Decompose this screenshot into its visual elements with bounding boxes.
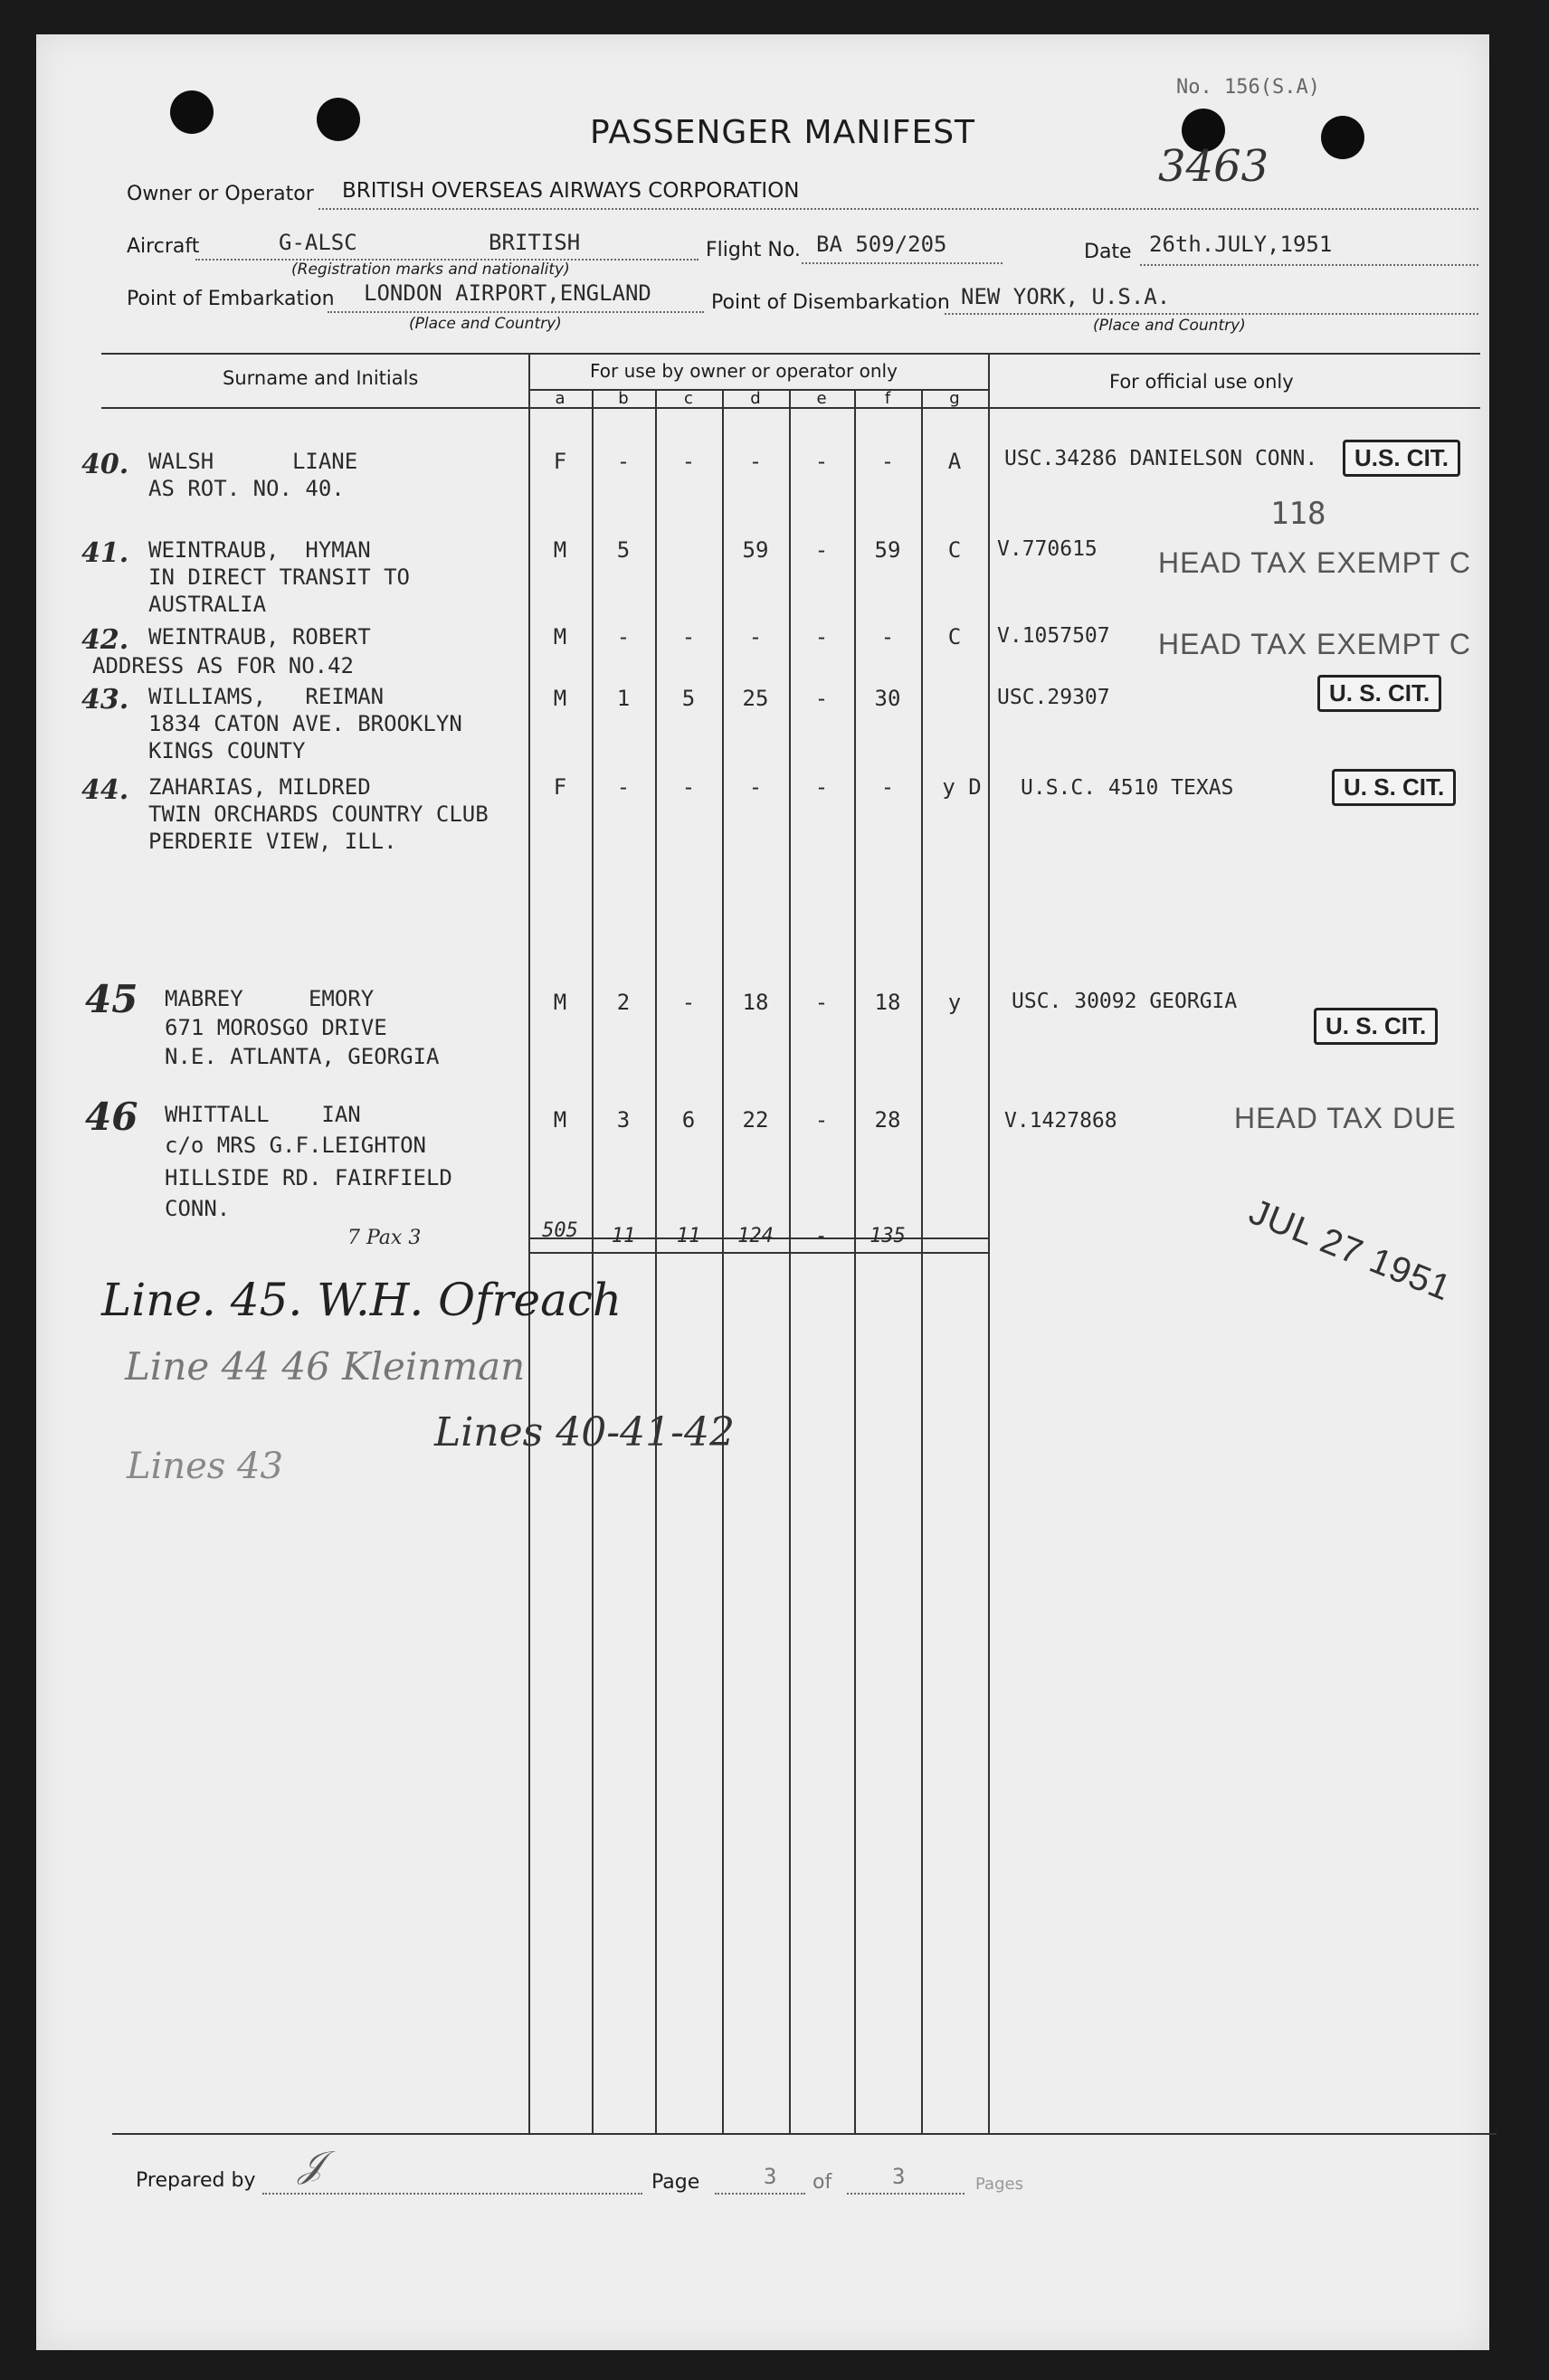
passenger-detail: TWIN ORCHARDS COUNTRY CLUB (148, 801, 489, 827)
row-number: 46 (85, 1095, 138, 1139)
row-number: 45 (85, 977, 138, 1021)
citizen-stamp: U. S. CIT. (1314, 1008, 1438, 1045)
cell-e: - (814, 1107, 829, 1133)
cell-g: y D (942, 774, 982, 800)
prepared-by-label: Prepared by (136, 2169, 256, 2192)
cell-e: - (814, 449, 829, 474)
date-line (1140, 264, 1478, 266)
totals-note: 7 Pax 3 (347, 1227, 422, 1249)
passenger-detail: c/o MRS G.F.LEIGHTON (165, 1133, 426, 1158)
citizen-stamp: U. S. CIT. (1317, 675, 1441, 712)
cell-b: 1 (616, 686, 631, 711)
cell-a: M (553, 686, 567, 711)
official-entry: USC.34286 DANIELSON CONN. (1004, 447, 1318, 470)
signature: 𝒥 (299, 2144, 324, 2186)
aircraft-caption: (Registration marks and nationality) (291, 261, 570, 279)
cell-e: - (814, 990, 829, 1015)
subcol-e: e (816, 389, 827, 408)
flight-label: Flight No. (706, 239, 801, 261)
total-a: 505 (542, 1219, 578, 1242)
cell-b: 3 (616, 1107, 631, 1133)
row-number: 43. (81, 684, 129, 716)
official-note: 118 (1270, 496, 1326, 532)
disembarkation-line (945, 313, 1478, 315)
disembarkation-value: NEW YORK, U.S.A. (961, 284, 1171, 309)
cell-f: 30 (874, 686, 901, 711)
surname-column-header: Surname and Initials (223, 367, 419, 389)
row-number: 40. (81, 449, 129, 480)
cell-b: 5 (616, 537, 631, 563)
disembarkation-label: Point of Disembarkation (711, 291, 950, 314)
punch-hole (170, 90, 214, 134)
column-rule (854, 389, 856, 2133)
subcol-a: a (555, 389, 565, 408)
head-tax-stamp: HEAD TAX DUE (1234, 1102, 1457, 1134)
punch-hole (317, 98, 360, 141)
cell-c: - (681, 774, 696, 800)
flight-line (802, 262, 1003, 264)
passenger-name: WEINTRAUB, HYMAN (148, 537, 371, 563)
subcol-b: b (618, 389, 629, 408)
cell-f: 59 (874, 537, 901, 563)
aircraft-registration: G-ALSC (279, 230, 357, 255)
cell-a: M (553, 990, 567, 1015)
cell-e: - (814, 774, 829, 800)
official-entry: USC.29307 (997, 686, 1110, 709)
passenger-detail: PERDERIE VIEW, ILL. (148, 829, 397, 854)
passenger-detail: N.E. ATLANTA, GEORGIA (165, 1044, 440, 1069)
cell-e: - (814, 537, 829, 563)
passenger-detail: HILLSIDE RD. FAIRFIELD (165, 1165, 452, 1190)
passenger-detail: IN DIRECT TRANSIT TO (148, 564, 410, 590)
cell-c: - (681, 990, 696, 1015)
passenger-name: WHITTALL IAN (165, 1102, 361, 1127)
of-label: of (813, 2171, 832, 2194)
page-title: PASSENGER MANIFEST (590, 114, 976, 151)
total-f: 135 (870, 1225, 906, 1247)
official-entry: V.1427868 (1004, 1109, 1117, 1133)
aircraft-nationality: BRITISH (489, 230, 581, 255)
cell-g: C (947, 537, 962, 563)
total-pages: 3 (892, 2164, 906, 2189)
head-tax-stamp: HEAD TAX EXEMPT C (1158, 628, 1471, 660)
pages-label: Pages (975, 2175, 1023, 2194)
flight-date: 26th.JULY,1951 (1149, 232, 1333, 257)
owner-label: Owner or Operator (127, 183, 314, 205)
cell-f: - (880, 774, 895, 800)
owner-line (318, 208, 1478, 210)
date-label: Date (1084, 241, 1132, 263)
cell-c: 6 (681, 1107, 696, 1133)
cell-d: - (748, 774, 763, 800)
cell-e: - (814, 624, 829, 650)
passenger-name: WALSH LIANE (148, 449, 358, 474)
official-entry: V.770615 (997, 537, 1098, 561)
passenger-detail: 671 MOROSGO DRIVE (165, 1015, 387, 1040)
cell-a: M (553, 537, 567, 563)
cell-c: 5 (681, 686, 696, 711)
cell-d: - (748, 449, 763, 474)
reference-number: No. 156(S.A) (1176, 76, 1320, 99)
page-label: Page (651, 2171, 700, 2194)
handwritten-annotation: Line 44 46 Kleinman (125, 1344, 526, 1389)
column-rule (655, 389, 657, 2133)
table-top-rule (101, 353, 1480, 355)
embarkation-line (328, 311, 704, 313)
column-rule (592, 389, 594, 2133)
subcol-g: g (949, 389, 960, 408)
passenger-detail: KINGS COUNTY (148, 738, 306, 763)
passenger-name: WILLIAMS, REIMAN (148, 684, 385, 709)
cell-a: M (553, 1107, 567, 1133)
cell-b: - (616, 774, 631, 800)
cell-b: - (616, 624, 631, 650)
footer-rule (112, 2133, 1497, 2135)
cell-d: 18 (742, 990, 769, 1015)
embarkation-label: Point of Embarkation (127, 288, 335, 310)
cell-f: 28 (874, 1107, 901, 1133)
cell-f: 18 (874, 990, 901, 1015)
page-number: 3 (764, 2164, 777, 2189)
embarkation-value: LONDON AIRPORT,ENGLAND (364, 280, 651, 306)
handwritten-reference: 3463 (1158, 141, 1269, 192)
official-entry: V.1057507 (997, 624, 1110, 648)
row-number: 41. (81, 537, 129, 569)
handwritten-annotation: Lines 43 (127, 1446, 283, 1487)
official-entry: USC. 30092 GEORGIA (1012, 990, 1238, 1013)
total-d: 124 (737, 1225, 774, 1247)
row-number: 42. (81, 624, 129, 656)
page-line (715, 2193, 805, 2195)
cell-d: - (748, 624, 763, 650)
row-number: 44. (81, 774, 129, 806)
punch-hole (1321, 116, 1364, 159)
totals-rule (528, 1252, 988, 1254)
citizen-stamp: U. S. CIT. (1332, 769, 1456, 806)
of-line (847, 2193, 965, 2195)
cell-a: F (553, 774, 567, 800)
cell-a: M (553, 624, 567, 650)
cell-d: 59 (742, 537, 769, 563)
passenger-detail: 1834 CATON AVE. BROOKLYN (148, 711, 462, 736)
cell-d: 25 (742, 686, 769, 711)
citizen-stamp: U.S. CIT. (1343, 440, 1460, 477)
column-rule (722, 389, 724, 2133)
cell-c: - (681, 624, 696, 650)
column-rule (789, 389, 791, 2133)
handwritten-annotation: Line. 45. W.H. Ofreach (101, 1274, 622, 1326)
total-b: 11 (611, 1225, 636, 1247)
passenger-name: ZAHARIAS, MILDRED (148, 774, 371, 800)
cell-a: F (553, 449, 567, 474)
manifest-sheet (36, 34, 1489, 2350)
handwritten-annotation: Lines 40-41-42 (434, 1409, 735, 1455)
passenger-detail: CONN. (165, 1196, 231, 1221)
cell-d: 22 (742, 1107, 769, 1133)
subcol-f: f (884, 389, 891, 408)
subcol-c: c (684, 389, 693, 408)
passenger-name: MABREY EMORY (165, 986, 375, 1011)
total-e: - (815, 1225, 828, 1247)
passenger-detail: ADDRESS AS FOR NO.42 (92, 653, 354, 678)
cell-c: - (681, 449, 696, 474)
cell-f: - (880, 449, 895, 474)
prepared-by-line (262, 2193, 642, 2195)
owner-value: BRITISH OVERSEAS AIRWAYS CORPORATION (342, 179, 800, 203)
column-rule (528, 353, 530, 2133)
cell-b: - (616, 449, 631, 474)
passenger-name: WEINTRAUB, ROBERT (148, 624, 371, 650)
owner-column-header: For use by owner or operator only (590, 360, 898, 382)
disembarkation-caption: (Place and Country) (1093, 317, 1246, 335)
flight-number: BA 509/205 (816, 232, 947, 257)
embarkation-caption: (Place and Country) (409, 315, 562, 333)
column-rule (988, 353, 990, 2133)
cell-f: - (880, 624, 895, 650)
total-c: 11 (676, 1225, 701, 1247)
date-stamp: JUL 27 1951 (1243, 1191, 1458, 1309)
cell-g: C (947, 624, 962, 650)
column-rule (921, 389, 923, 2133)
head-tax-stamp: HEAD TAX EXEMPT C (1158, 546, 1471, 579)
cell-e: - (814, 686, 829, 711)
passenger-detail: AS ROT. NO. 40. (148, 476, 345, 501)
official-column-header: For official use only (1109, 371, 1294, 393)
cell-g: y (947, 990, 962, 1015)
cell-b: 2 (616, 990, 631, 1015)
official-entry: U.S.C. 4510 TEXAS (1021, 776, 1234, 800)
subcol-d: d (750, 389, 761, 408)
passenger-detail: AUSTRALIA (148, 592, 267, 617)
aircraft-label: Aircraft (127, 235, 200, 258)
cell-g: A (947, 449, 962, 474)
